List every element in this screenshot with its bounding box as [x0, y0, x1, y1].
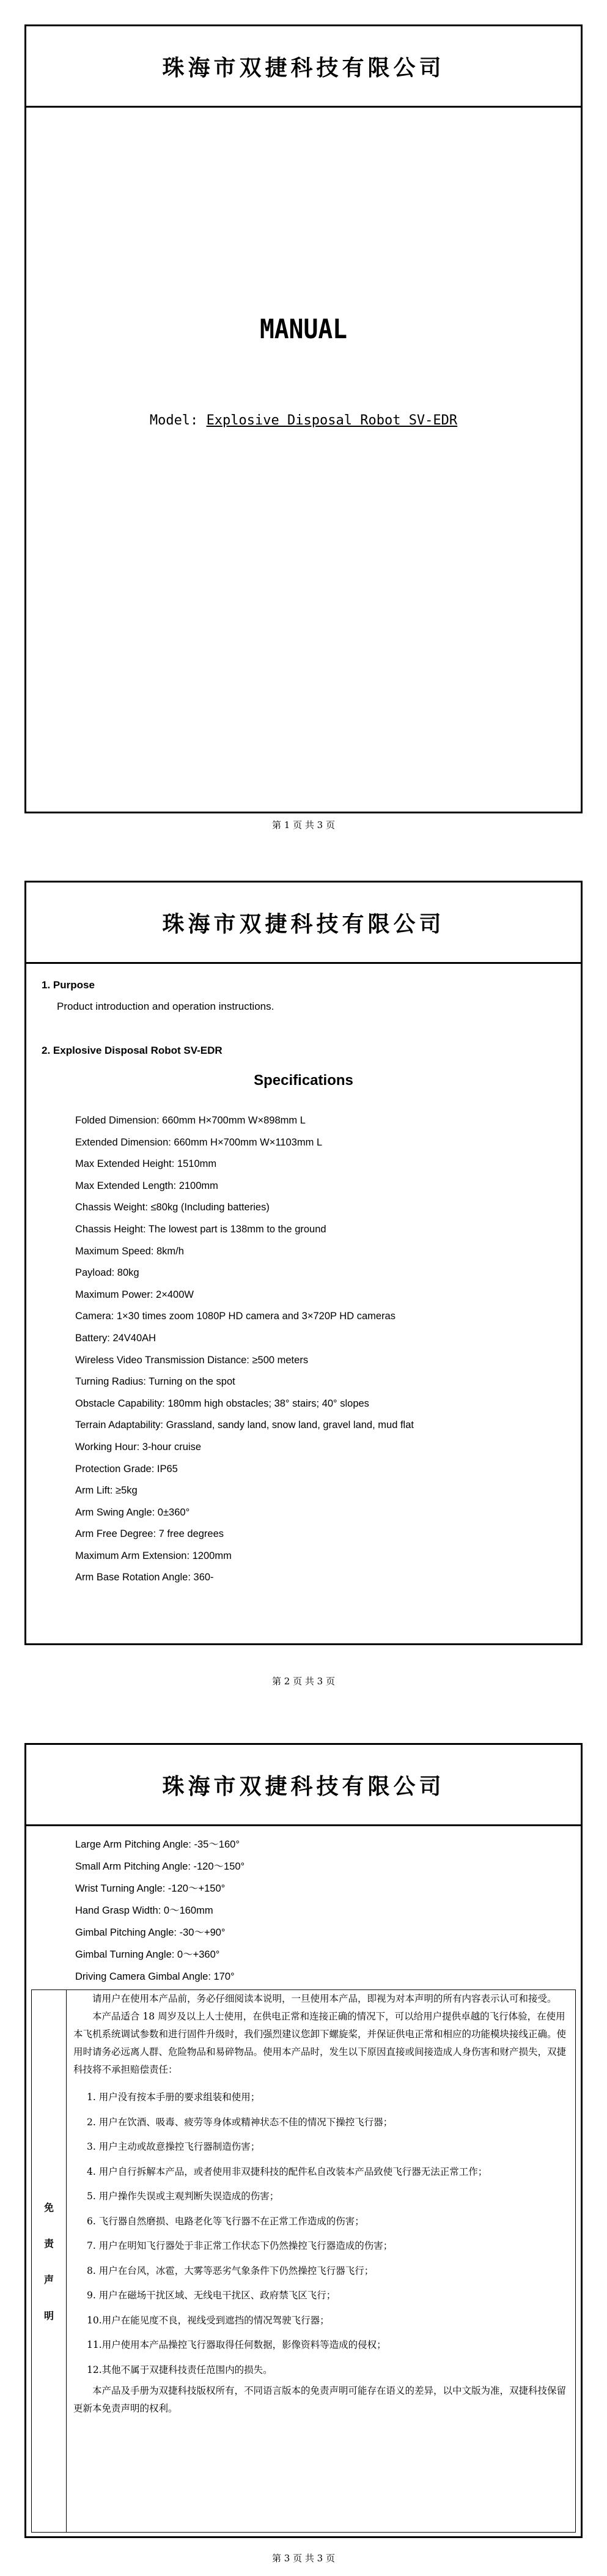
- disclaimer-item: 11.用户使用本产品操控飞行器取得任何数据，影像资料等造成的侵权；: [87, 2339, 386, 2350]
- disclaimer-box: [31, 1989, 576, 2533]
- spec-item: Max Extended Height: 1510mm: [75, 1158, 217, 1170]
- spec-item: Wrist Turning Angle: -120～+150°: [75, 1883, 226, 1894]
- disclaimer-item: 9. 用户在磁场干扰区域、无线电干扰区、政府禁飞区飞行；: [87, 2290, 336, 2301]
- section-heading-purpose: 1. Purpose: [42, 979, 95, 991]
- disclaimer-item: 8. 用户在台风，冰雹，大雾等恶劣气象条件下仍然操控飞行器飞行；: [87, 2265, 374, 2276]
- spec-item: Large Arm Pitching Angle: -35～160°: [75, 1839, 240, 1850]
- spec-item: Arm Swing Angle: 0±360°: [75, 1506, 190, 1518]
- disclaimer-item: 4. 用户自行拆解本产品，或者使用非双捷科技的配件私自改装本产品致使飞行器无法正常工作；: [87, 2166, 488, 2177]
- page-2: [0, 856, 607, 1706]
- page-3-frame: [24, 1743, 583, 2538]
- spec-item: Arm Lift: ≥5kg: [75, 1485, 138, 1497]
- disclaimer-list: [73, 2085, 569, 2382]
- spec-item: Folded Dimension: 660mm H×700mm W×898mm L: [75, 1115, 306, 1126]
- spec-item: Payload: 80kg: [75, 1267, 139, 1279]
- page-1-frame: [24, 24, 583, 813]
- disclaimer-label-char: 免: [43, 2202, 54, 2213]
- disclaimer-item: 2. 用户在饮酒、吸毒、疲劳等身体或精神状态不佳的情况下操控飞行器；: [87, 2116, 393, 2128]
- disclaimer-item: 5. 用户操作失误或主观判断失误造成的伤害；: [87, 2191, 279, 2202]
- spec-item: Turning Radius: Turning on the spot: [75, 1376, 235, 1388]
- spec-item: Maximum Power: 2×400W: [75, 1289, 194, 1300]
- spec-item: Gimbal Turning Angle: 0～+360°: [75, 1949, 220, 1960]
- spec-item: Protection Grade: IP65: [75, 1463, 178, 1475]
- company-header: 珠海市双捷科技有限公司: [26, 1745, 581, 1826]
- disclaimer-outro: 本产品及手册为双捷科技版权所有，不同语言版本的免责声明可能存在语义的差异，以中文版为准，双捷科技保留更新本免责声明的权利。: [73, 2385, 567, 2414]
- spec-item: Gimbal Pitching Angle: -30～+90°: [75, 1927, 226, 1938]
- model-value: Explosive Disposal Robot SV-EDR: [206, 413, 458, 428]
- disclaimer-item: 3. 用户主动或故意操控飞行器制造伤害；: [87, 2141, 260, 2152]
- spec-item: Max Extended Length: 2100mm: [75, 1180, 218, 1191]
- disclaimer-item: 7. 用户在明知飞行器处于非正常工作状态下仍然操控飞行器造成的伤害；: [87, 2240, 393, 2251]
- section-text-purpose: Product introduction and operation instructions.: [57, 1001, 274, 1012]
- disclaimer-label-char: 明: [43, 2310, 54, 2322]
- disclaimer-item: 10.用户在能见度不良，视线受到遮挡的情况驾驶飞行器；: [87, 2314, 329, 2326]
- manual-title: MANUAL: [259, 314, 348, 345]
- model-label: Model:: [149, 413, 199, 428]
- disclaimer-item: 1. 用户没有按本手册的要求组装和使用；: [87, 2092, 260, 2103]
- disclaimer-intro: 请用户在使用本产品前，务必仔细阅读本说明，一旦使用本产品，即视为对本声明的所有内容表示认可和接受。: [92, 1993, 557, 2004]
- page-footer: 第 1 页 共 3 页: [272, 820, 335, 831]
- disclaimer-label: [32, 1990, 67, 2532]
- disclaimer-label-char: 责: [43, 2238, 54, 2249]
- spec-item: Extended Dimension: 660mm H×700mm W×1103mm L: [75, 1136, 323, 1148]
- spec-item: Chassis Weight: ≤80kg (Including batteries): [75, 1202, 270, 1213]
- specifications-title: Specifications: [254, 1072, 353, 1089]
- disclaimer-label-char: 声: [43, 2274, 54, 2285]
- company-header: 珠海市双捷科技有限公司: [26, 26, 581, 108]
- page-2-frame: [24, 881, 583, 1645]
- model-line: [26, 413, 581, 428]
- spec-item: Arm Base Rotation Angle: 360-: [75, 1572, 214, 1583]
- spec-item: Wireless Video Transmission Distance: ≥500 meters: [75, 1354, 309, 1366]
- spec-item: Battery: 24V40AH: [75, 1332, 156, 1344]
- spec-item: Camera: 1×30 times zoom 1080P HD camera and 3×720P HD cameras: [75, 1311, 395, 1322]
- spec-item: Maximum Speed: 8km/h: [75, 1245, 184, 1257]
- spec-item: Driving Camera Gimbal Angle: 170°: [75, 1971, 235, 1982]
- page-footer: 第 2 页 共 3 页: [272, 1676, 335, 1687]
- page-3: [0, 1712, 607, 2576]
- company-header: 珠海市双捷科技有限公司: [26, 883, 581, 964]
- spec-item: Hand Grasp Width: 0～160mm: [75, 1905, 213, 1916]
- spec-item: Terrain Adaptability: Grassland, sandy land, snow land, gravel land, mud flat: [75, 1419, 414, 1431]
- disclaimer-item: 12.其他不属于双捷科技责任范围内的损失。: [87, 2364, 273, 2375]
- spec-item: Maximum Arm Extension: 1200mm: [75, 1550, 232, 1561]
- page-1: [0, 0, 607, 850]
- disclaimer-item: 6. 飞行器自然磨损、电路老化等飞行器不在正常工作造成的伤害；: [87, 2215, 364, 2227]
- section-heading-robot: 2. Explosive Disposal Robot SV-EDR: [42, 1045, 223, 1056]
- spec-item: Chassis Height: The lowest part is 138mm to the ground: [75, 1223, 326, 1235]
- disclaimer-intro: 本产品适合 18 周岁及以上人士使用，在供电正常和连接正确的情况下，可以给用户提供卓越的飞行体验，在使用本飞机系统调试参数和进行固件升级时，我们强烈建议您卸下螺旋桨，并保证供电正常和相应的功能模块接线正确。使用时请务必远离人群、危险物品和易碎物品。使用本产品时，发生以下原因直接或间接造成人身伤害和财产损失，双捷科技将不承担赔偿责任：: [73, 2011, 567, 2075]
- specifications-list: [75, 1110, 414, 1589]
- spec-item: Arm Free Degree: 7 free degrees: [75, 1528, 224, 1540]
- spec-item: Small Arm Pitching Angle: -120～150°: [75, 1861, 245, 1872]
- page-footer: 第 3 页 共 3 页: [272, 2553, 335, 2564]
- spec-item: Obstacle Capability: 180mm high obstacles; 38° stairs; 40° slopes: [75, 1397, 369, 1409]
- disclaimer-body: [73, 1990, 569, 2418]
- specifications-list: [75, 1834, 245, 1988]
- spec-item: Working Hour: 3-hour cruise: [75, 1441, 202, 1453]
